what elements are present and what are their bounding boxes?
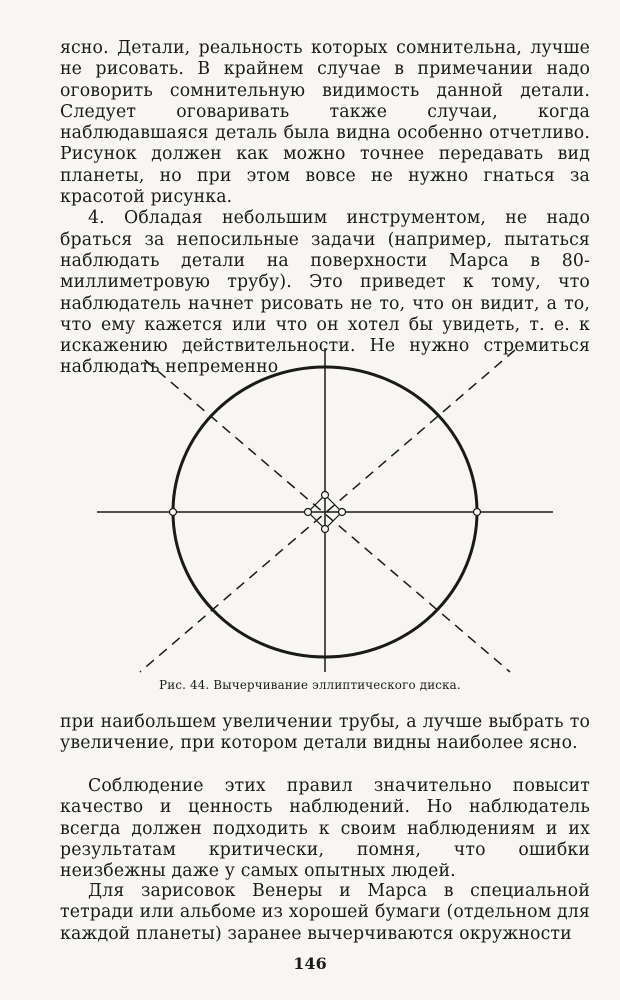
paragraph-3: при наибольшем увеличении трубы, а лучше выбрать то увеличение, при котором детали видны наиболее ясно. <box>60 712 590 754</box>
paragraph-5: Для зарисовок Венеры и Марса в специальной тетради или альбоме из хорошей бумаги (отдельном для каждой планеты) заранее вычерчиваются окружности <box>60 881 590 944</box>
text-block-last <box>60 881 590 945</box>
figure-caption: Рис. 44. Вычерчивание эллиптического диска. <box>159 678 461 692</box>
point-left <box>170 509 177 516</box>
point-top <box>322 492 329 499</box>
page-number: 146 <box>293 954 327 973</box>
point-right <box>474 509 481 516</box>
point-bottom <box>322 526 329 533</box>
diagonal-line-2 <box>140 350 515 672</box>
point-inner-left <box>305 509 312 516</box>
paragraph-1: ясно. Детали, реальность которых сомнительна, лучше не рисовать. В крайнем случае в примечании надо оговорить сомнительную видимость данной детали. Следует оговаривать также случаи, когда наблюдавшаяся деталь была видна особенно отчетливо. Рисунок должен как можно точнее передавать вид планеты, но при этом вовсе не нужно гнаться за красотой рисунка. <box>60 38 590 208</box>
point-inner-right <box>339 509 346 516</box>
paragraph-4: Соблюдение этих правил значительно повысит качество и ценность наблюдений. Но наблюдатель всегда должен подходить к своим наблюдениям и их результатам критически, помня, что ошибки неизбежны даже у самых опытных людей. <box>60 776 590 882</box>
text-block-bottom <box>60 776 590 882</box>
text-block-middle <box>60 712 590 755</box>
text-block-top <box>60 38 590 379</box>
diagonal-line-1 <box>145 360 510 672</box>
ellipse-construction-figure <box>0 340 620 680</box>
paragraph-2: 4. Обладая небольшим инструментом, не надо браться за непосильные задачи (например, пытаться наблюдать детали на поверхности Марса в 80-миллиметровую трубу). Это приведет к тому, что наблюдатель начнет рисовать не то, что он видит, а то, что ему кажется или что он хотел бы увидеть, т. е. к искажению действительности. Не нужно стремиться наблюдать непременно <box>60 208 590 378</box>
